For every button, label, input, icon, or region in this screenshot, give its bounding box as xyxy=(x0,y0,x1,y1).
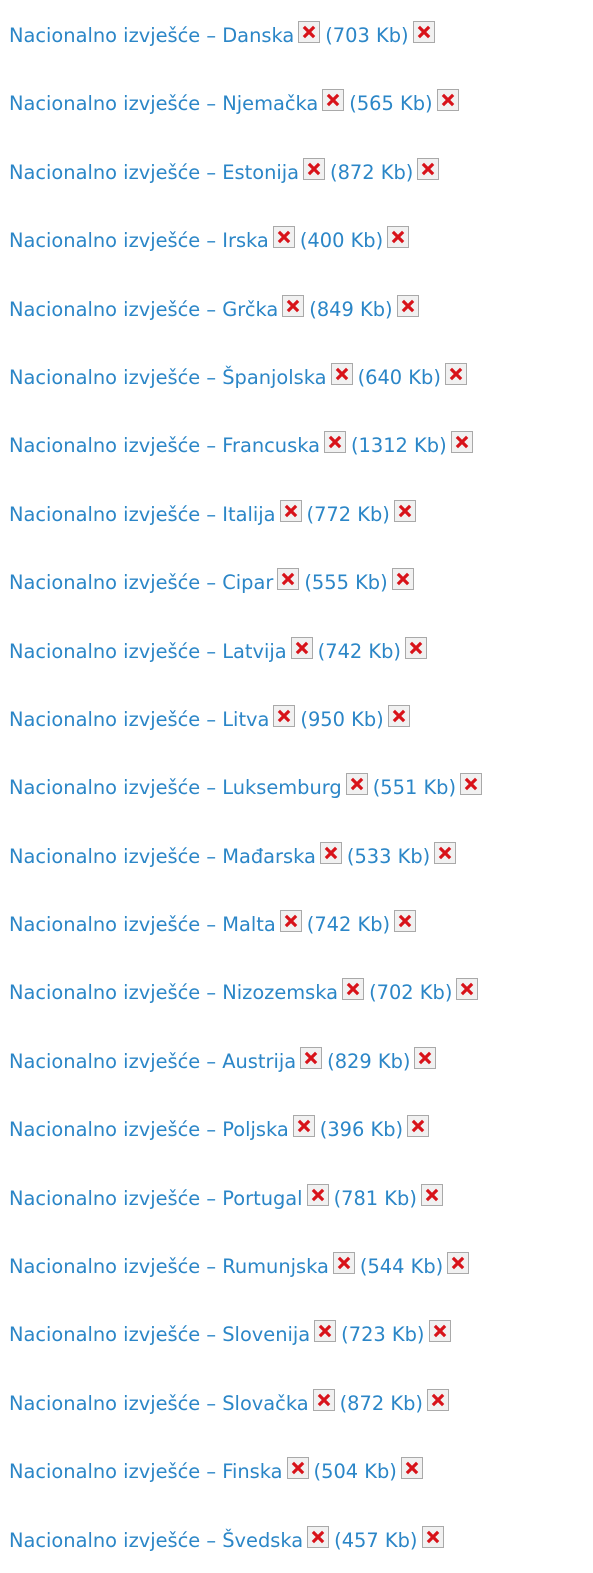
list-item xyxy=(9,205,593,273)
broken-image-icon xyxy=(447,1252,469,1274)
report-country: Slovačka xyxy=(222,1391,309,1415)
report-country: Italija xyxy=(222,502,276,526)
list-item xyxy=(9,1094,593,1162)
file-size: (457 Kb) xyxy=(334,1528,418,1552)
broken-image-icon xyxy=(322,89,344,111)
report-country: Cipar xyxy=(222,571,274,595)
report-link[interactable] xyxy=(9,1045,296,1079)
file-size: (400 Kb) xyxy=(299,229,384,253)
report-link-prefix: Nacionalno izvješće – xyxy=(9,1460,223,1484)
report-link-prefix: Nacionalno izvješće – xyxy=(9,160,223,184)
broken-image-icon xyxy=(324,431,346,453)
list-item xyxy=(9,889,593,957)
list-item xyxy=(9,1299,593,1367)
file-size: (504 Kb) xyxy=(313,1460,397,1484)
report-link[interactable] xyxy=(9,429,320,463)
broken-image-icon xyxy=(421,1184,443,1206)
report-link[interactable] xyxy=(9,87,318,121)
report-link-prefix: Nacionalno izvješće – xyxy=(9,571,223,595)
broken-image-icon xyxy=(346,773,368,795)
broken-image-icon xyxy=(307,1184,329,1206)
report-link[interactable] xyxy=(9,293,278,327)
broken-image-icon xyxy=(414,1047,436,1069)
broken-image-icon xyxy=(394,500,416,522)
report-country: Poljska xyxy=(222,1118,289,1142)
list-item xyxy=(9,68,593,136)
file-size: (772 Kb) xyxy=(306,502,390,526)
report-country: Litva xyxy=(222,707,270,731)
report-link[interactable] xyxy=(9,840,316,874)
broken-image-icon xyxy=(273,226,295,248)
report-link-prefix: Nacionalno izvješće – xyxy=(9,365,223,389)
file-size: (396 Kb) xyxy=(319,1118,404,1142)
broken-image-icon xyxy=(331,363,353,385)
report-link-prefix: Nacionalno izvješće – xyxy=(9,1528,223,1552)
list-item xyxy=(9,684,593,752)
list-item xyxy=(9,410,593,478)
broken-image-icon xyxy=(437,89,459,111)
report-country: Rumunjska xyxy=(222,1255,329,1279)
broken-image-icon xyxy=(405,637,427,659)
broken-image-icon xyxy=(460,773,482,795)
broken-image-icon xyxy=(303,158,325,180)
file-size: (551 Kb) xyxy=(372,776,457,800)
file-size: (544 Kb) xyxy=(359,1255,444,1279)
list-item xyxy=(9,821,593,889)
list-item xyxy=(9,1231,593,1299)
report-country: Malta xyxy=(222,913,276,937)
file-size: (565 Kb) xyxy=(349,92,433,116)
list-item xyxy=(9,1163,593,1231)
report-link[interactable] xyxy=(9,498,276,532)
file-size: (640 Kb) xyxy=(357,365,441,389)
broken-image-icon xyxy=(273,705,295,727)
broken-image-icon xyxy=(313,1389,335,1411)
list-item xyxy=(9,616,593,684)
report-country: Švedska xyxy=(222,1528,304,1552)
list-item xyxy=(9,137,593,205)
report-country: Portugal xyxy=(222,1186,303,1210)
report-link-prefix: Nacionalno izvješće – xyxy=(9,229,223,253)
report-link-prefix: Nacionalno izvješće – xyxy=(9,639,223,663)
file-size: (533 Kb) xyxy=(346,844,431,868)
report-link-prefix: Nacionalno izvješće – xyxy=(9,1049,223,1073)
report-link-prefix: Nacionalno izvješće – xyxy=(9,707,223,731)
report-country: Nizozemska xyxy=(222,981,339,1005)
list-item xyxy=(9,1026,593,1094)
list-item xyxy=(9,1368,593,1436)
report-link[interactable] xyxy=(9,703,269,737)
report-list xyxy=(9,0,593,1573)
list-item xyxy=(9,274,593,342)
list-item xyxy=(9,547,593,615)
broken-image-icon xyxy=(280,910,302,932)
list-item xyxy=(9,479,593,547)
report-link-prefix: Nacionalno izvješće – xyxy=(9,502,223,526)
report-country: Njemačka xyxy=(222,92,319,116)
broken-image-icon xyxy=(427,1389,449,1411)
broken-image-icon xyxy=(287,1457,309,1479)
report-country: Austrija xyxy=(222,1049,297,1073)
report-link-prefix: Nacionalno izvješće – xyxy=(9,297,223,321)
broken-image-icon xyxy=(397,295,419,317)
broken-image-icon xyxy=(342,978,364,1000)
report-country: Luksemburg xyxy=(222,776,342,800)
broken-image-icon xyxy=(456,978,478,1000)
report-link[interactable] xyxy=(9,635,287,669)
broken-image-icon xyxy=(401,1457,423,1479)
report-link[interactable] xyxy=(9,1387,309,1421)
report-link[interactable] xyxy=(9,976,338,1010)
broken-image-icon xyxy=(307,1526,329,1548)
file-size: (742 Kb) xyxy=(306,913,391,937)
broken-image-icon xyxy=(387,226,409,248)
list-item xyxy=(9,1436,593,1504)
report-country: Grčka xyxy=(222,297,279,321)
file-size: (829 Kb) xyxy=(327,1049,411,1073)
file-size: (781 Kb) xyxy=(333,1186,417,1210)
report-link[interactable] xyxy=(9,156,299,190)
broken-image-icon xyxy=(429,1320,451,1342)
report-link[interactable] xyxy=(9,1318,310,1352)
broken-image-icon xyxy=(298,21,320,43)
report-country: Slovenija xyxy=(222,1323,311,1347)
report-link-prefix: Nacionalno izvješće – xyxy=(9,776,223,800)
report-country: Danska xyxy=(222,24,295,47)
file-size: (742 Kb) xyxy=(317,639,402,663)
broken-image-icon xyxy=(282,295,304,317)
report-link-prefix: Nacionalno izvješće – xyxy=(9,1118,223,1142)
broken-image-icon xyxy=(291,637,313,659)
broken-image-icon xyxy=(451,431,473,453)
list-item xyxy=(9,752,593,820)
report-link[interactable] xyxy=(9,224,269,258)
file-size: (849 Kb) xyxy=(309,297,393,321)
report-link-prefix: Nacionalno izvješće – xyxy=(9,844,223,868)
report-link-prefix: Nacionalno izvješće – xyxy=(9,1186,223,1210)
report-country: Francuska xyxy=(222,434,320,458)
report-link[interactable] xyxy=(9,1182,303,1216)
report-link[interactable] xyxy=(9,1455,283,1489)
file-size: (872 Kb) xyxy=(330,160,414,184)
report-link-prefix: Nacionalno izvješće – xyxy=(9,1323,223,1347)
broken-image-icon xyxy=(445,363,467,385)
file-size: (950 Kb) xyxy=(300,707,384,731)
report-link-prefix: Nacionalno izvješće – xyxy=(9,913,223,937)
broken-image-icon xyxy=(413,21,435,43)
broken-image-icon xyxy=(333,1252,355,1274)
file-size: (872 Kb) xyxy=(339,1391,423,1415)
file-size: (702 Kb) xyxy=(369,981,453,1005)
broken-image-icon xyxy=(388,705,410,727)
report-country: Španjolska xyxy=(222,365,327,389)
report-country: Latvija xyxy=(222,639,287,663)
broken-image-icon xyxy=(277,568,299,590)
file-size: (723 Kb) xyxy=(341,1323,425,1347)
broken-image-icon xyxy=(280,500,302,522)
file-size: (555 Kb) xyxy=(304,571,388,595)
broken-image-icon xyxy=(394,910,416,932)
broken-image-icon xyxy=(407,1115,429,1137)
report-link-prefix: Nacionalno izvješće – xyxy=(9,1391,223,1415)
report-link[interactable] xyxy=(9,908,276,942)
broken-image-icon xyxy=(293,1115,315,1137)
broken-image-icon xyxy=(422,1526,444,1548)
file-size: (1312 Kb) xyxy=(350,434,447,458)
list-item xyxy=(9,1505,593,1573)
report-country: Estonija xyxy=(222,160,300,184)
broken-image-icon xyxy=(417,158,439,180)
report-link-prefix: Nacionalno izvješće – xyxy=(9,92,223,116)
report-link-prefix: Nacionalno izvješće – xyxy=(9,434,223,458)
report-country: Irska xyxy=(222,229,269,253)
broken-image-icon xyxy=(314,1320,336,1342)
list-item xyxy=(9,0,593,68)
report-link-prefix: Nacionalno izvješće – xyxy=(9,24,223,47)
report-link[interactable] xyxy=(9,361,327,395)
report-link[interactable] xyxy=(9,1113,289,1147)
broken-image-icon xyxy=(434,842,456,864)
report-link-prefix: Nacionalno izvješće – xyxy=(9,981,223,1005)
list-item xyxy=(9,957,593,1025)
report-link[interactable] xyxy=(9,1250,329,1284)
report-link[interactable] xyxy=(9,1524,303,1558)
list-item xyxy=(9,342,593,410)
broken-image-icon xyxy=(320,842,342,864)
file-size: (703 Kb) xyxy=(325,24,409,47)
broken-image-icon xyxy=(392,568,414,590)
report-country: Finska xyxy=(222,1460,283,1484)
report-link-prefix: Nacionalno izvješće – xyxy=(9,1255,223,1279)
report-country: Mađarska xyxy=(222,844,316,868)
broken-image-icon xyxy=(300,1047,322,1069)
report-link[interactable] xyxy=(9,566,273,600)
report-link[interactable] xyxy=(9,19,294,53)
report-link[interactable] xyxy=(9,771,342,805)
